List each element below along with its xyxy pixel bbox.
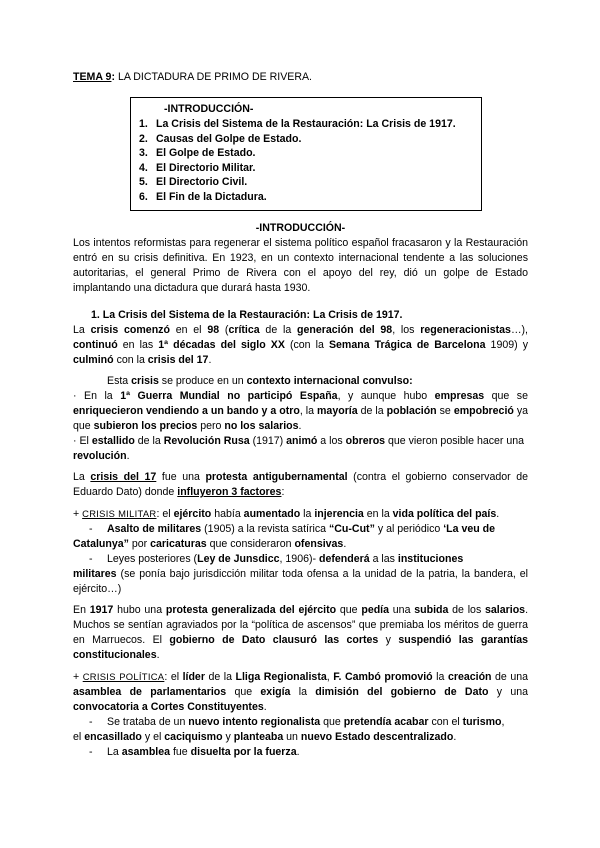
paragraph-wwi: · En la 1ª Guerra Mundial no participó España, y aunque hubo empresas que se enriquecieron vendiendo a un bando y a otro, la mayoría de la población se empobreció ya que subieron los precios pero no los salarios. — [73, 390, 529, 432]
toc-list — [139, 117, 473, 204]
toc-item-number: 5. — [139, 176, 148, 188]
toc-item-number: 4. — [139, 161, 148, 174]
toc-item — [139, 146, 473, 161]
list-item-politica-1: - Se trataba de un nuevo intento regionalista que pretendía acabar con el turismo, — [89, 716, 505, 728]
list-item-politica-2: - La asamblea fue disuelta por la fuerza. — [89, 746, 300, 758]
toc-item-label: El Directorio Militar. — [156, 161, 256, 174]
paragraph-crisis-politica: + CRISIS POLÍTICA: el líder de la Lliga Regionalista, F. Cambó promovió la creación de una asamblea de parlamentarios que exigía la dimisión del gobierno de Dato y una convocatoria a Cortes Constituyentes. — [73, 671, 528, 713]
toc-item-label: Causas del Golpe de Estado. — [156, 132, 302, 145]
list-item-militar-2: - Leyes posteriores (Ley de Junsdicc, 1906)- defenderá a las instituciones — [89, 553, 464, 565]
toc-item-label: El Directorio Civil. — [156, 176, 248, 188]
toc-item — [139, 117, 473, 132]
toc-heading: -INTRODUCCIÓN- — [164, 103, 254, 115]
document-page — [73, 70, 528, 760]
paragraph-1917-protest: En 1917 hubo una protesta generalizada del ejército que pedía una subida de los salarios. Muchos se sentían agraviados por la “política de ascensos” que premiaba los méritos de guerra en Marruecos. El gobierno de Dato clausuró las cortes y suspendió las garantías constitucionales. — [73, 604, 529, 661]
toc-item — [139, 132, 473, 147]
toc-item-number: 2. — [139, 132, 148, 145]
list-item-militar-2-cont: militares (se ponía bajo jurisdicción militar toda ofensa a la unidad de la patria, la bandera, el ejército…) — [73, 568, 528, 595]
toc-item — [139, 161, 473, 176]
list-item-militar-1: - Asalto de militares (1905) a la revista satírica “Cu-Cut” y al periódico ‘La veu de — [89, 523, 496, 535]
document-title — [73, 70, 528, 85]
title-colon: : — [111, 71, 115, 83]
paragraph-crisis-militar: + CRISIS MILITAR: el ejército había aumentado la injerencia en la vida política del país. — [73, 508, 500, 520]
toc-item-number: 1. — [139, 118, 148, 130]
paragraph-crisis-17: La crisis del 17 fue una protesta antigubernamental (contra el gobierno conservador de Eduardo Dato) donde influyeron 3 factores: — [73, 471, 529, 498]
list-item-politica-1-cont: el encasillado y el caciquismo y planteaba un nuevo Estado descentralizado. — [73, 731, 457, 743]
paragraph-crisis-origin: La crisis comenzó en el 98 (crítica de la generación del 98, los regeneracionistas…), continuó en las 1ª décadas del siglo XX (con la Semana Trágica de Barcelona 1909) y culminó con la crisis del 17. — [73, 324, 529, 366]
paragraph-context: Esta crisis se produce en un contexto internacional convulso: — [107, 375, 413, 387]
toc-item-label: El Fin de la Dictadura. — [156, 190, 267, 203]
intro-paragraph: Los intentos reformistas para regenerar el sistema político español fracasaron y la Restauración entró en su crisis definitiva. En 1923, en un contexto internacional tendente a las soluciones autoritarias, el general Primo de Rivera con el apoyo del rey, dió un golpe de Estado implantando una dictadura que durará hasta 1930. — [73, 237, 528, 294]
intro-heading: -INTRODUCCIÓN- — [255, 222, 346, 234]
table-of-contents — [130, 97, 482, 211]
toc-item-number: 3. — [139, 147, 148, 159]
toc-item-number: 6. — [139, 190, 148, 203]
title-text: LA DICTADURA DE PRIMO DE RIVERA. — [115, 71, 313, 83]
toc-item-label: El Golpe de Estado. — [156, 147, 256, 159]
list-item-militar-1-cont: Catalunya” por caricaturas que consideraron ofensivas. — [73, 538, 347, 550]
section-1-heading: 1. La Crisis del Sistema de la Restauración: La Crisis de 1917. — [91, 309, 403, 321]
toc-item-label: La Crisis del Sistema de la Restauración: La Crisis de 1917. — [156, 118, 456, 130]
title-tema: TEMA 9 — [73, 71, 112, 83]
toc-item — [139, 190, 473, 205]
paragraph-russian-revolution: · El estallido de la Revolución Rusa (1917) animó a los obreros que vieron posible hacer una revolución. — [73, 435, 525, 462]
toc-item — [139, 175, 473, 190]
